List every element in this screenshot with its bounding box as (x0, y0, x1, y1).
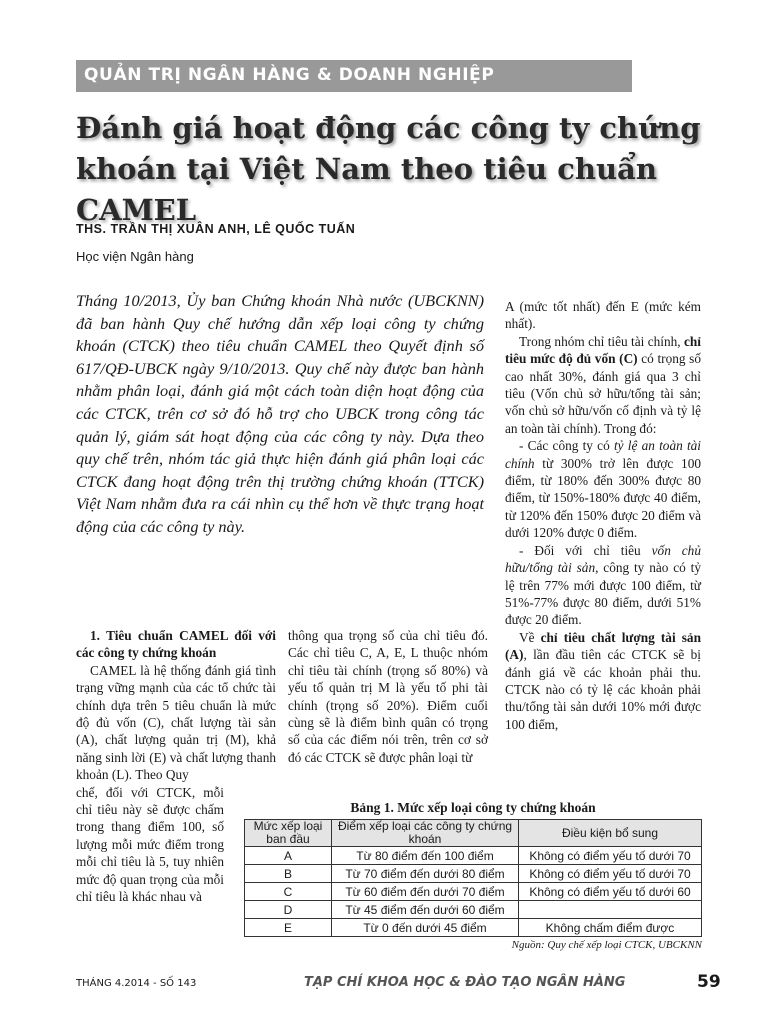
right-column (505, 298, 701, 733)
middle-col-p1: thông qua trọng số của chỉ tiêu đó. Các chỉ tiêu C, A, E, L thuộc nhóm chỉ tiêu tài chính (trọng số 80%) và yếu tố quản trị M là yếu tố phi tài chính (trọng số 20%). Điểm cuối cùng sẽ là điểm bình quân có trọng số của các điểm nói trên, trên cơ sở đó các CTCK sẽ được phân loại từ (288, 628, 488, 765)
table-cell: Không có điểm yếu tố dưới 60 (519, 883, 702, 901)
right-col-p1: A (mức tốt nhất) đến E (mức kém nhất). (505, 299, 701, 332)
table-cell: Từ 60 điểm đến dưới 70 điểm (332, 883, 519, 901)
table-cell: Từ 70 điểm đến dưới 80 điểm (332, 865, 519, 883)
authors: THS. TRẦN THỊ XUÂN ANH, LÊ QUỐC TUẤN (76, 222, 356, 236)
right-col-p3: - Các công ty có tỷ lệ an toàn tài chính từ 300% trở lên được 100 điểm, từ 180% đến 300% được 80 điểm, từ 150%-180% được 40 điểm, từ 120% đến 150% được 20 điểm và dưới 120% được 0 điểm. (505, 438, 701, 541)
table-cell: C (245, 883, 332, 901)
table-cell: A (245, 847, 332, 865)
rating-table (244, 819, 702, 937)
table-caption: Bảng 1. Mức xếp loại công ty chứng khoán (350, 800, 596, 815)
table-1 (244, 800, 702, 951)
footer-issue: THÁNG 4.2014 - SỐ 143 (76, 978, 197, 989)
table-cell: E (245, 919, 332, 937)
table-source: Nguồn: Quy chế xếp loại CTCK, UBCKNN (511, 939, 702, 951)
table-cell: D (245, 901, 332, 919)
header-cell: Mức xếp loại ban đầu (245, 820, 332, 847)
table-cell: Từ 80 điểm đến 100 điểm (332, 847, 519, 865)
table-cell: Từ 45 điểm đến dưới 60 điểm (332, 901, 519, 919)
right-col-p2: Trong nhóm chỉ tiêu tài chính, chỉ tiêu mức độ đủ vốn (C) có trọng số cao nhất 30%, đánh giá qua 3 chỉ tiêu (Vốn chủ sở hữu/tổng tài sản; vốn chủ sở hữu/vốn cố định và tỷ lệ an toàn tài chính). Trong đó: (505, 333, 701, 436)
table-row (245, 919, 702, 937)
title-line-2: khoán tại Việt Nam theo tiêu chuẩn CAMEL (76, 152, 657, 227)
page-number: 59 (697, 972, 721, 992)
table-row (245, 883, 702, 901)
abstract: Tháng 10/2013, Ủy ban Chứng khoán Nhà nước (UBCKNN) đã ban hành Quy chế hướng dẫn xếp loại công ty chứng khoán (CTCK) theo tiêu chuẩn CAMEL theo Quyết định số 617/QĐ-UBCK ngày 9/10/2013. Quy chế này được ban hành nhằm phân loại, đánh giá một cách toàn diện hoạt động của các CTCK, trên cơ sở đó hỗ trợ cho UBCK trong công tác quản lý, giám sát hoạt động của các công ty này. Dựa theo quy chế trên, nhóm tác giả thực hiện đánh giá phân loại các CTCK đang hoạt động trên thị trường chứng khoán (TTCK) Việt Nam nhằm đưa ra cái nhìn cụ thể hơn về thực trạng hoạt động của các công ty này. (76, 291, 484, 536)
table-row (245, 865, 702, 883)
right-col-p4: - Đối với chỉ tiêu vốn chủ hữu/tổng tài sản, công ty nào có tỷ lệ trên 77% mới được 100 điểm, từ 51%-77% được 80 điểm, dưới 51% được 20 điểm. (505, 542, 701, 628)
section-banner-text: QUẢN TRỊ NGÂN HÀNG & DOANH NGHIỆP (84, 65, 495, 85)
section-heading: 1. Tiêu chuẩn CAMEL đối với các công ty chứng khoán (76, 628, 276, 661)
table-cell: Từ 0 đến dưới 45 điểm (332, 919, 519, 937)
table-header-row (245, 820, 702, 847)
affiliation: Học viện Ngân hàng (76, 249, 194, 264)
table-cell: Không có điểm yếu tố dưới 70 (519, 865, 702, 883)
header-cell: Điểm xếp loại các công ty chứng khoán (332, 820, 519, 847)
header-cell: Điều kiện bổ sung (519, 820, 702, 847)
left-col-p2: chế, đối với CTCK, mỗi chỉ tiêu này sẽ được chấm trong thang điểm 100, số lượng mỗi mức điểm trong mỗi chỉ tiêu là 5, tuy nhiên mức độ quan trọng của mỗi chỉ tiêu là khác nhau và (76, 784, 224, 905)
title-line-1: Đánh giá hoạt động các công ty chứng (76, 111, 701, 145)
table-row (245, 847, 702, 865)
middle-column (288, 627, 488, 766)
table-cell: Không chấm điểm được (519, 919, 702, 937)
left-col-p1: CAMEL là hệ thống đánh giá tình trạng vững mạnh của các tổ chức tài chính dựa trên 5 tiêu chuẩn là mức độ đủ vốn (C), chất lượng tài sản (A), chất lượng quản trị (M), khả năng sinh lời (E) và chất lượng thanh khoản (L). Theo Quy (76, 662, 276, 783)
right-col-p5: Về chỉ tiêu chất lượng tài sản (A), lần đầu tiên các CTCK sẽ bị đánh giá về các khoản phải thu. CTCK nào có tỷ lệ các khoản phải thu/tổng tài sản dưới 10% mới được 100 điểm, (505, 629, 701, 732)
table-cell: Không có điểm yếu tố dưới 70 (519, 847, 702, 865)
section-banner (76, 60, 632, 92)
article-title (76, 108, 756, 231)
table-row (245, 901, 702, 919)
table-cell: B (245, 865, 332, 883)
table-cell (519, 901, 702, 919)
footer-journal: TẠP CHÍ KHOA HỌC & ĐÀO TẠO NGÂN HÀNG (304, 975, 626, 990)
